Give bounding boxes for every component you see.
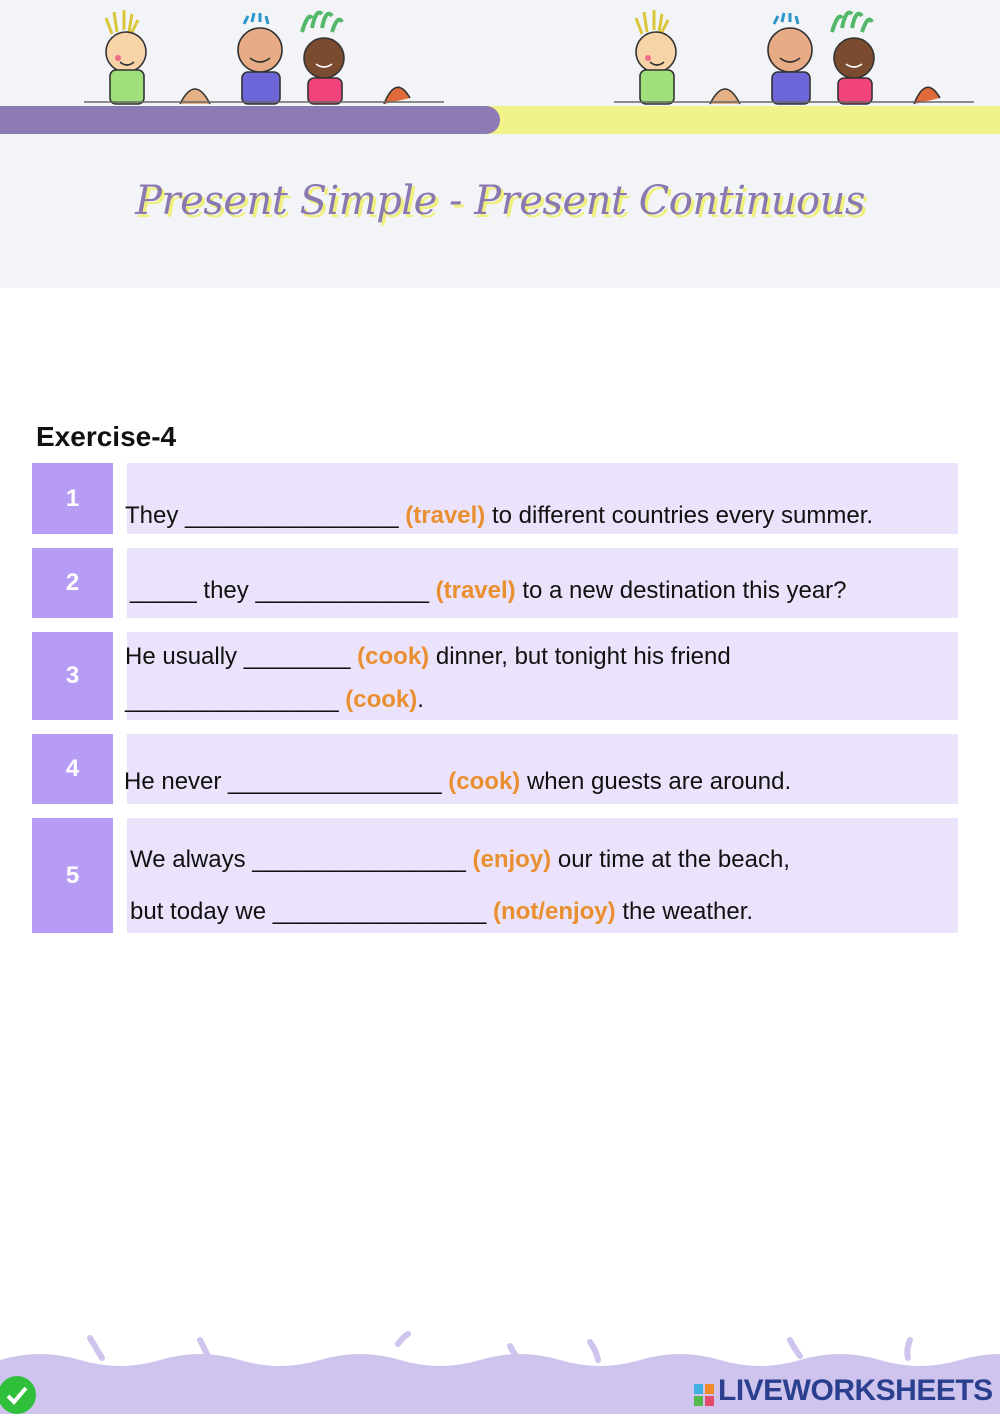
header-stripe-yellow [486, 106, 1000, 134]
item-number: 4 [32, 734, 113, 804]
sentence-box [124, 734, 958, 804]
sentence-line [125, 686, 424, 714]
exercise-row-3 [32, 632, 958, 720]
header-stripe-purple [0, 106, 500, 134]
item-number: 5 [32, 818, 113, 933]
sentence-box [127, 548, 958, 618]
sentence-line [124, 768, 791, 796]
sentence-text: ________________ [125, 686, 346, 713]
exercise-row-4 [32, 734, 958, 804]
brand-logo [694, 1374, 993, 1408]
page-title: Present Simple - Present Continuous [135, 178, 865, 224]
check-icon[interactable] [0, 1376, 36, 1414]
verb-hint: (cook) [357, 643, 430, 670]
verb-hint: (not/enjoy) [493, 898, 616, 925]
verb-hint: (travel) [435, 577, 516, 604]
sentence-text: but today we ________________ [130, 898, 493, 925]
item-number: 1 [32, 463, 113, 534]
item-number: 3 [32, 632, 113, 720]
sentence-text: _____ they _____________ [130, 577, 436, 604]
exercise-row-2 [32, 548, 958, 618]
item-number: 2 [32, 548, 113, 618]
verb-hint: (travel) [405, 502, 486, 529]
sentence-box [127, 632, 958, 720]
liveworksheets-logo-icon [694, 1380, 714, 1402]
sentence-line [125, 502, 873, 530]
sentence-line [130, 898, 753, 926]
brand-name: LIVEWORKSHEETS [718, 1374, 993, 1407]
kids-illustration-left [84, 6, 444, 106]
exercise-row-1 [32, 463, 958, 534]
sentence-line [130, 577, 847, 605]
verb-hint: (cook) [345, 686, 418, 713]
sentence-text: They ________________ [125, 502, 406, 529]
exercise-row-5 [32, 818, 958, 933]
sentence-line [130, 846, 790, 874]
sentence-text: . [417, 686, 424, 713]
sentence-text: He usually ________ [125, 643, 358, 670]
sentence-text: to different countries every summer. [485, 502, 874, 529]
sentence-text: when guests are around. [520, 768, 792, 795]
sentence-text: the weather. [615, 898, 754, 925]
sentence-text: dinner, but tonight his friend [429, 643, 731, 670]
sentence-text: We always ________________ [130, 846, 473, 873]
verb-hint: (enjoy) [472, 846, 552, 873]
exercise-title: Exercise-4 [36, 421, 177, 452]
verb-hint: (cook) [448, 768, 521, 795]
header-banner [0, 0, 1000, 288]
sentence-box [127, 463, 958, 534]
sentence-text: to a new destination this year? [515, 577, 847, 604]
sentence-text: He never ________________ [124, 768, 449, 795]
sentence-box [127, 818, 958, 933]
kids-illustration-right [614, 6, 974, 106]
sentence-line [125, 643, 731, 671]
sentence-text: our time at the beach, [551, 846, 790, 873]
